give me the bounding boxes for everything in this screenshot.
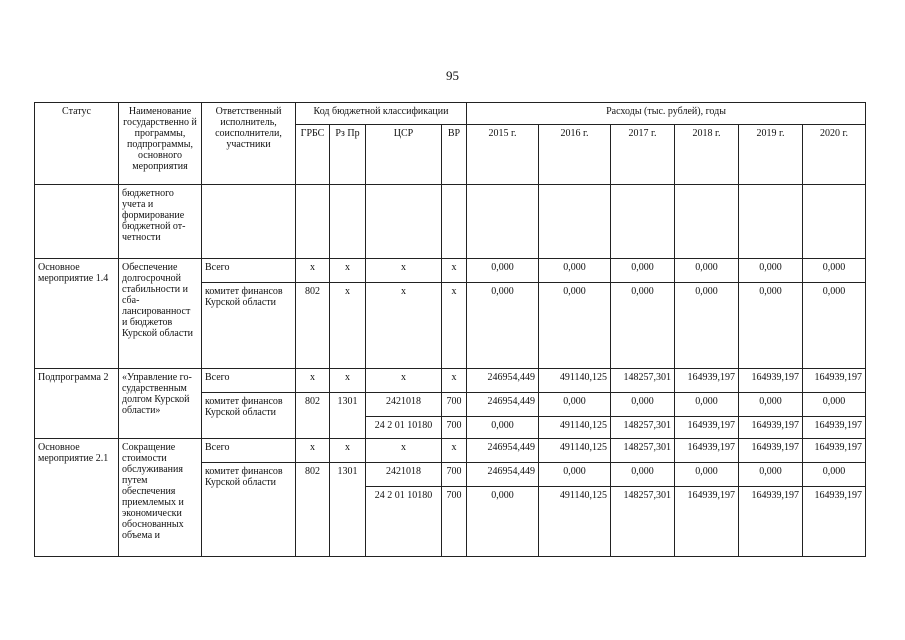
row-value: 164939,197	[675, 369, 739, 393]
row-status: Основное мероприятие 1.4	[35, 259, 119, 369]
row-value: 0,000	[675, 259, 739, 283]
row-responsible: Всего	[202, 369, 296, 393]
row-value: 0,000	[803, 463, 866, 487]
header-year: 2018 г.	[675, 125, 739, 185]
row-responsible: Всего	[202, 439, 296, 463]
row-vr: 700	[442, 487, 467, 557]
row-value: 164939,197	[739, 417, 803, 439]
row-rzpr: х	[330, 283, 366, 369]
budget-table	[34, 102, 866, 557]
row-name: «Управление го-сударственным долгом Курской области»	[119, 369, 202, 439]
row-value: 148257,301	[611, 439, 675, 463]
row-value: 0,000	[467, 259, 539, 283]
row-value: 0,000	[739, 393, 803, 417]
row-vr: 700	[442, 463, 467, 487]
row-csr: х	[366, 283, 442, 369]
row-value: 164939,197	[675, 439, 739, 463]
row-grbs: 802	[296, 393, 330, 439]
header-year: 2016 г.	[539, 125, 611, 185]
empty-cell	[442, 185, 467, 259]
empty-cell	[803, 185, 866, 259]
row-vr: х	[442, 439, 467, 463]
row-value: 148257,301	[611, 487, 675, 557]
row-value: 164939,197	[675, 487, 739, 557]
header-year: 2015 г.	[467, 125, 539, 185]
empty-cell	[296, 185, 330, 259]
row-value: 164939,197	[739, 487, 803, 557]
empty-cell	[366, 185, 442, 259]
row-value: 164939,197	[803, 369, 866, 393]
empty-cell	[467, 185, 539, 259]
row-value: 246954,449	[467, 439, 539, 463]
row-value: 0,000	[675, 463, 739, 487]
continuation-status	[35, 185, 119, 259]
row-vr: х	[442, 259, 467, 283]
row-value: 164939,197	[675, 417, 739, 439]
row-name: Обеспечение долгосрочной стабильности и сба-лансированност и бюджетов Курской области	[119, 259, 202, 369]
empty-cell	[202, 185, 296, 259]
row-value: 164939,197	[739, 369, 803, 393]
row-value: 0,000	[611, 283, 675, 369]
header-vr: ВР	[442, 125, 467, 185]
row-csr: х	[366, 369, 442, 393]
row-csr: 2421018	[366, 393, 442, 417]
row-rzpr: 1301	[330, 393, 366, 439]
empty-cell	[330, 185, 366, 259]
row-value: 148257,301	[611, 369, 675, 393]
row-value: 0,000	[739, 463, 803, 487]
header-year: 2020 г.	[803, 125, 866, 185]
row-value: 246954,449	[467, 393, 539, 417]
row-value: 246954,449	[467, 369, 539, 393]
row-grbs: х	[296, 259, 330, 283]
row-value: 0,000	[611, 259, 675, 283]
row-value: 491140,125	[539, 439, 611, 463]
row-grbs: 802	[296, 283, 330, 369]
table-row	[35, 259, 866, 283]
row-rzpr: х	[330, 439, 366, 463]
row-csr: 24 2 01 10180	[366, 417, 442, 439]
row-value: 0,000	[611, 393, 675, 417]
row-value: 0,000	[803, 283, 866, 369]
header-name: Наименование государственно й программы, подпрограммы, основного мероприятия	[119, 103, 202, 185]
row-value: 0,000	[539, 463, 611, 487]
row-value: 0,000	[467, 487, 539, 557]
row-csr: 2421018	[366, 463, 442, 487]
row-value: 0,000	[803, 259, 866, 283]
row-responsible: Всего	[202, 259, 296, 283]
header-status: Статус	[35, 103, 119, 185]
row-grbs: 802	[296, 463, 330, 557]
row-status: Подпрограмма 2	[35, 369, 119, 439]
header-grbs: ГРБС	[296, 125, 330, 185]
row-value: 0,000	[539, 259, 611, 283]
row-value: 164939,197	[739, 439, 803, 463]
row-value: 164939,197	[803, 487, 866, 557]
row-value: 491140,125	[539, 417, 611, 439]
empty-cell	[675, 185, 739, 259]
empty-cell	[611, 185, 675, 259]
row-vr: 700	[442, 393, 467, 417]
row-value: 0,000	[739, 283, 803, 369]
table-row	[35, 439, 866, 463]
row-csr: х	[366, 259, 442, 283]
header-responsible: Ответственный исполнитель, соисполнители, участники	[202, 103, 296, 185]
row-csr: х	[366, 439, 442, 463]
row-value: 246954,449	[467, 463, 539, 487]
row-value: 148257,301	[611, 417, 675, 439]
empty-cell	[539, 185, 611, 259]
row-responsible: комитет финансов Курской области	[202, 463, 296, 557]
row-value: 0,000	[611, 463, 675, 487]
header-year: 2017 г.	[611, 125, 675, 185]
header-csr: ЦСР	[366, 125, 442, 185]
row-responsible: комитет финансов Курской области	[202, 283, 296, 369]
row-value: 0,000	[675, 283, 739, 369]
row-value: 0,000	[467, 417, 539, 439]
row-vr: х	[442, 283, 467, 369]
row-rzpr: 1301	[330, 463, 366, 557]
row-value: 0,000	[739, 259, 803, 283]
row-value: 491140,125	[539, 487, 611, 557]
row-csr: 24 2 01 10180	[366, 487, 442, 557]
row-value: 0,000	[539, 393, 611, 417]
row-status: Основное мероприятие 2.1	[35, 439, 119, 557]
row-grbs: х	[296, 439, 330, 463]
header-expenses: Расходы (тыс. рублей), годы	[467, 103, 866, 125]
row-vr: 700	[442, 417, 467, 439]
header-rzpr: Рз Пр	[330, 125, 366, 185]
row-responsible: комитет финансов Курской области	[202, 393, 296, 439]
row-value: 0,000	[539, 283, 611, 369]
header-year: 2019 г.	[739, 125, 803, 185]
row-rzpr: х	[330, 369, 366, 393]
table-row	[35, 369, 866, 393]
row-grbs: х	[296, 369, 330, 393]
row-rzpr: х	[330, 259, 366, 283]
row-value: 0,000	[803, 393, 866, 417]
row-vr: х	[442, 369, 467, 393]
page-number: 95	[446, 68, 459, 83]
row-value: 164939,197	[803, 439, 866, 463]
row-value: 0,000	[675, 393, 739, 417]
row-value: 491140,125	[539, 369, 611, 393]
row-name: Сокращение стоимости обслуживания путем обеспечения приемлемых и экономически обоснованных объема и	[119, 439, 202, 557]
continuation-name: бюджетного учета и формирование бюджетной от-четности	[119, 185, 202, 259]
empty-cell	[739, 185, 803, 259]
row-value: 0,000	[467, 283, 539, 369]
header-budget-code: Код бюджетной классификации	[296, 103, 467, 125]
row-value: 164939,197	[803, 417, 866, 439]
